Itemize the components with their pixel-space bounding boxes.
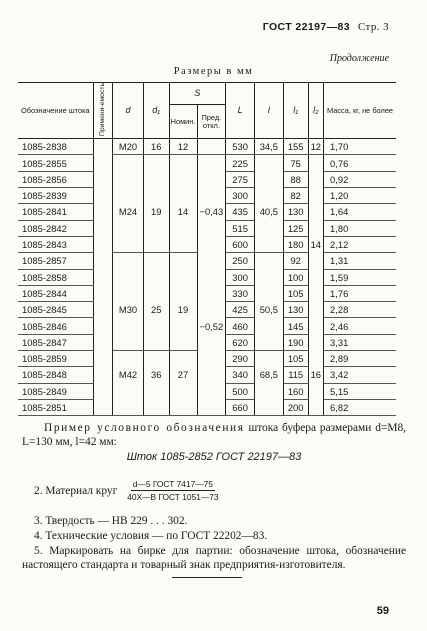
table-row xyxy=(18,367,396,383)
cell-usage xyxy=(93,204,113,220)
cell-designation: 1085-2849 xyxy=(18,383,93,399)
cell-L: 660 xyxy=(226,399,255,415)
cell-d xyxy=(113,155,144,171)
cell-d1 xyxy=(143,171,169,187)
cell-s-nominal xyxy=(169,334,197,350)
cell-d: M20 xyxy=(113,139,144,155)
cell-mass: 1,31 xyxy=(324,253,396,269)
table-row xyxy=(18,220,396,236)
cell-s-nominal xyxy=(169,171,197,187)
cell-l xyxy=(254,383,283,399)
cell-mass: 2,46 xyxy=(324,318,396,334)
col-header-l: l xyxy=(254,83,283,139)
cell-usage xyxy=(93,139,113,155)
cell-s-nominal xyxy=(169,383,197,399)
cell-l xyxy=(254,269,283,285)
col-header-usage: Примени-емость xyxy=(93,83,113,139)
cell-l2 xyxy=(308,302,323,318)
cell-usage xyxy=(93,188,113,204)
cell-l1: 105 xyxy=(283,285,308,301)
col-header-L: L xyxy=(226,83,255,139)
cell-d xyxy=(113,351,144,367)
table-row xyxy=(18,318,396,334)
cell-mass: 3,42 xyxy=(324,367,396,383)
cell-l xyxy=(254,334,283,350)
cell-s-nominal xyxy=(169,253,197,269)
table-row xyxy=(18,285,396,301)
cell-mass: 1,70 xyxy=(324,139,396,155)
cell-l2 xyxy=(308,171,323,187)
cell-s-nominal xyxy=(169,399,197,415)
cell-s-deviation xyxy=(197,399,226,415)
cell-s-nominal xyxy=(169,351,197,367)
col-header-s-nominal: Номин. xyxy=(169,105,197,139)
table-row xyxy=(18,253,396,269)
cell-l1: 75 xyxy=(283,155,308,171)
cell-mass: 1,20 xyxy=(324,188,396,204)
cell-s-nominal: 12 xyxy=(169,139,197,155)
cell-d: M30 xyxy=(113,302,144,318)
cell-l2 xyxy=(308,351,323,367)
cell-s-nominal: 27 xyxy=(169,367,197,383)
cell-L: 600 xyxy=(226,236,255,252)
cell-usage xyxy=(93,155,113,171)
cell-d xyxy=(113,285,144,301)
cell-mass: 1,59 xyxy=(324,269,396,285)
cell-l2 xyxy=(308,383,323,399)
dimensions-table xyxy=(18,82,396,416)
cell-s-deviation xyxy=(197,302,226,318)
material-denominator: 40X—В ГОСТ 1051—73 xyxy=(127,492,219,502)
cell-usage xyxy=(93,285,113,301)
cell-l2: 12 xyxy=(308,139,323,155)
cell-l2 xyxy=(308,220,323,236)
cell-d1 xyxy=(143,220,169,236)
cell-L: 530 xyxy=(226,139,255,155)
table-row xyxy=(18,236,396,252)
cell-s-nominal xyxy=(169,155,197,171)
cell-usage xyxy=(93,269,113,285)
cell-L: 435 xyxy=(226,204,255,220)
cell-mass: 0,76 xyxy=(324,155,396,171)
cell-d xyxy=(113,236,144,252)
cell-l xyxy=(254,318,283,334)
cell-d1 xyxy=(143,383,169,399)
cell-d xyxy=(113,253,144,269)
cell-l1: 180 xyxy=(283,236,308,252)
cell-l1: 100 xyxy=(283,269,308,285)
cell-mass: 5,15 xyxy=(324,383,396,399)
table-row xyxy=(18,383,396,399)
table-row xyxy=(18,399,396,415)
marking-item: 5. Маркировать на бирке для партии: обозначение штока, обозначение настоящего стандарта и товарный знак предприятия-изготовителя. xyxy=(22,545,406,571)
cell-l xyxy=(254,236,283,252)
cell-L: 250 xyxy=(226,253,255,269)
cell-l2 xyxy=(308,399,323,415)
cell-mass: 3,31 xyxy=(324,334,396,350)
cell-s-deviation xyxy=(197,188,226,204)
cell-s-nominal xyxy=(169,318,197,334)
cell-designation: 1085-2858 xyxy=(18,269,93,285)
cell-designation: 1085-2846 xyxy=(18,318,93,334)
cell-mass: 0,92 xyxy=(324,171,396,187)
col-header-l1: l₁ xyxy=(283,83,308,139)
cell-s-deviation xyxy=(197,155,226,171)
cell-s-deviation: −0,43 xyxy=(197,204,226,220)
cell-L: 340 xyxy=(226,367,255,383)
cell-d xyxy=(113,171,144,187)
cell-d1 xyxy=(143,334,169,350)
cell-d1 xyxy=(143,188,169,204)
cell-L: 425 xyxy=(226,302,255,318)
cell-designation: 1085-2848 xyxy=(18,367,93,383)
cell-L: 515 xyxy=(226,220,255,236)
cell-s-nominal xyxy=(169,236,197,252)
cell-usage xyxy=(93,220,113,236)
cell-d: M42 xyxy=(113,367,144,383)
cell-d: M24 xyxy=(113,204,144,220)
cell-l2 xyxy=(308,285,323,301)
cell-l1: 105 xyxy=(283,351,308,367)
col-header-mass: Масса, кг, не более xyxy=(324,83,396,139)
cell-l1: 125 xyxy=(283,220,308,236)
table-row xyxy=(18,155,396,171)
cell-s-deviation xyxy=(197,367,226,383)
cell-d1 xyxy=(143,351,169,367)
cell-usage xyxy=(93,367,113,383)
cell-mass: 1,80 xyxy=(324,220,396,236)
continuation-label: Продолжение xyxy=(329,53,389,64)
cell-mass: 2,12 xyxy=(324,236,396,252)
cell-designation: 1085-2838 xyxy=(18,139,93,155)
cell-l2: 16 xyxy=(308,367,323,383)
cell-d1 xyxy=(143,236,169,252)
technical-conditions-item: 4. Технические условия — по ГОСТ 22202—83. xyxy=(34,530,268,542)
cell-d xyxy=(113,334,144,350)
cell-d1: 25 xyxy=(143,302,169,318)
cell-l1: 200 xyxy=(283,399,308,415)
cell-l xyxy=(254,253,283,269)
table-row xyxy=(18,139,396,155)
cell-mass: 1,64 xyxy=(324,204,396,220)
col-header-s-deviation: Пред. откл. xyxy=(197,105,226,139)
table-row xyxy=(18,351,396,367)
col-header-s: S xyxy=(169,83,226,105)
example-designation: Шток 1085-2852 ГОСТ 22197—83 xyxy=(126,451,302,463)
cell-s-deviation xyxy=(197,171,226,187)
page-header xyxy=(263,21,389,33)
cell-l xyxy=(254,220,283,236)
cell-s-deviation xyxy=(197,139,226,155)
cell-d1 xyxy=(143,285,169,301)
cell-l: 50,5 xyxy=(254,302,283,318)
cell-d xyxy=(113,188,144,204)
example-intro: Пример условного обозначения штока буфера размерами d=M8, L=130 мм, l=42 мм: xyxy=(22,422,406,448)
cell-l1: 130 xyxy=(283,204,308,220)
cell-d1: 16 xyxy=(143,139,169,155)
col-header-d1: d₁ xyxy=(143,83,169,139)
page-number: 59 xyxy=(376,605,389,617)
cell-d1 xyxy=(143,253,169,269)
cell-L: 460 xyxy=(226,318,255,334)
table-row xyxy=(18,188,396,204)
material-item xyxy=(34,479,221,502)
footer-rule xyxy=(172,577,242,578)
cell-usage xyxy=(93,399,113,415)
cell-usage xyxy=(93,236,113,252)
cell-designation: 1085-2842 xyxy=(18,220,93,236)
cell-l2: 14 xyxy=(308,236,323,252)
cell-s-deviation xyxy=(197,285,226,301)
cell-l2 xyxy=(308,334,323,350)
material-label: 2. Материал круг xyxy=(34,484,118,497)
cell-l1: 130 xyxy=(283,302,308,318)
standard-number: ГОСТ 22197—83 xyxy=(262,21,350,33)
cell-usage xyxy=(93,383,113,399)
cell-d1: 19 xyxy=(143,204,169,220)
cell-s-deviation xyxy=(197,220,226,236)
cell-s-deviation xyxy=(197,383,226,399)
cell-l1: 88 xyxy=(283,171,308,187)
cell-L: 330 xyxy=(226,285,255,301)
cell-l xyxy=(254,155,283,171)
cell-l2 xyxy=(308,188,323,204)
cell-usage xyxy=(93,334,113,350)
cell-l1: 155 xyxy=(283,139,308,155)
cell-s-deviation xyxy=(197,334,226,350)
cell-l xyxy=(254,188,283,204)
cell-l2 xyxy=(308,204,323,220)
cell-l2 xyxy=(308,155,323,171)
col-header-l2: l₂ xyxy=(308,83,323,139)
cell-l xyxy=(254,285,283,301)
cell-designation: 1085-2847 xyxy=(18,334,93,350)
cell-mass: 2,89 xyxy=(324,351,396,367)
cell-s-deviation xyxy=(197,236,226,252)
cell-d1 xyxy=(143,318,169,334)
cell-s-nominal xyxy=(169,188,197,204)
cell-l1: 82 xyxy=(283,188,308,204)
col-header-d: d xyxy=(113,83,144,139)
cell-l xyxy=(254,171,283,187)
cell-usage xyxy=(93,351,113,367)
cell-d1: 36 xyxy=(143,367,169,383)
cell-s-deviation xyxy=(197,269,226,285)
cell-l xyxy=(254,399,283,415)
cell-l: 68,5 xyxy=(254,367,283,383)
cell-designation: 1085-2841 xyxy=(18,204,93,220)
cell-l2 xyxy=(308,269,323,285)
cell-L: 300 xyxy=(226,269,255,285)
cell-l1: 145 xyxy=(283,318,308,334)
cell-L: 620 xyxy=(226,334,255,350)
table-row xyxy=(18,302,396,318)
cell-L: 500 xyxy=(226,383,255,399)
page-label: Стр. 3 xyxy=(357,21,389,33)
cell-L: 300 xyxy=(226,188,255,204)
cell-s-nominal xyxy=(169,285,197,301)
cell-usage xyxy=(93,318,113,334)
cell-d1 xyxy=(143,269,169,285)
cell-s-nominal xyxy=(169,269,197,285)
cell-designation: 1085-2855 xyxy=(18,155,93,171)
cell-usage xyxy=(93,253,113,269)
material-fraction xyxy=(125,479,220,502)
cell-l: 34,5 xyxy=(254,139,283,155)
cell-l1: 160 xyxy=(283,383,308,399)
cell-l: 40,5 xyxy=(254,204,283,220)
cell-usage xyxy=(93,302,113,318)
cell-l1: 190 xyxy=(283,334,308,350)
cell-designation: 1085-2844 xyxy=(18,285,93,301)
table-row xyxy=(18,334,396,350)
cell-mass: 2,28 xyxy=(324,302,396,318)
table-row xyxy=(18,204,396,220)
table-caption: Размеры в мм xyxy=(173,66,254,77)
cell-designation: 1085-2845 xyxy=(18,302,93,318)
col-header-designation: Обозначение штока xyxy=(18,83,93,139)
cell-s-nominal xyxy=(169,220,197,236)
cell-d xyxy=(113,383,144,399)
cell-d1 xyxy=(143,155,169,171)
cell-designation: 1085-2856 xyxy=(18,171,93,187)
cell-s-deviation: −0,52 xyxy=(197,318,226,334)
cell-L: 290 xyxy=(226,351,255,367)
cell-s-nominal: 14 xyxy=(169,204,197,220)
cell-s-nominal: 19 xyxy=(169,302,197,318)
material-numerator: d—5 ГОСТ 7417—75 xyxy=(132,479,213,489)
cell-usage xyxy=(93,171,113,187)
cell-d xyxy=(113,399,144,415)
cell-designation: 1085-2839 xyxy=(18,188,93,204)
cell-l1: 92 xyxy=(283,253,308,269)
cell-designation: 1085-2859 xyxy=(18,351,93,367)
cell-d1 xyxy=(143,399,169,415)
cell-d xyxy=(113,220,144,236)
cell-l2 xyxy=(308,318,323,334)
cell-s-deviation xyxy=(197,253,226,269)
table-row xyxy=(18,269,396,285)
table-row xyxy=(18,171,396,187)
cell-d xyxy=(113,318,144,334)
cell-s-deviation xyxy=(197,351,226,367)
hardness-item: 3. Твердость — НВ 229 . . . 302. xyxy=(34,515,188,527)
cell-l1: 115 xyxy=(283,367,308,383)
cell-designation: 1085-2843 xyxy=(18,236,93,252)
cell-L: 225 xyxy=(226,155,255,171)
cell-mass: 6,82 xyxy=(324,399,396,415)
cell-l xyxy=(254,351,283,367)
cell-designation: 1085-2851 xyxy=(18,399,93,415)
cell-l2 xyxy=(308,253,323,269)
cell-d xyxy=(113,269,144,285)
cell-L: 275 xyxy=(226,171,255,187)
cell-designation: 1085-2857 xyxy=(18,253,93,269)
cell-mass: 1,76 xyxy=(324,285,396,301)
